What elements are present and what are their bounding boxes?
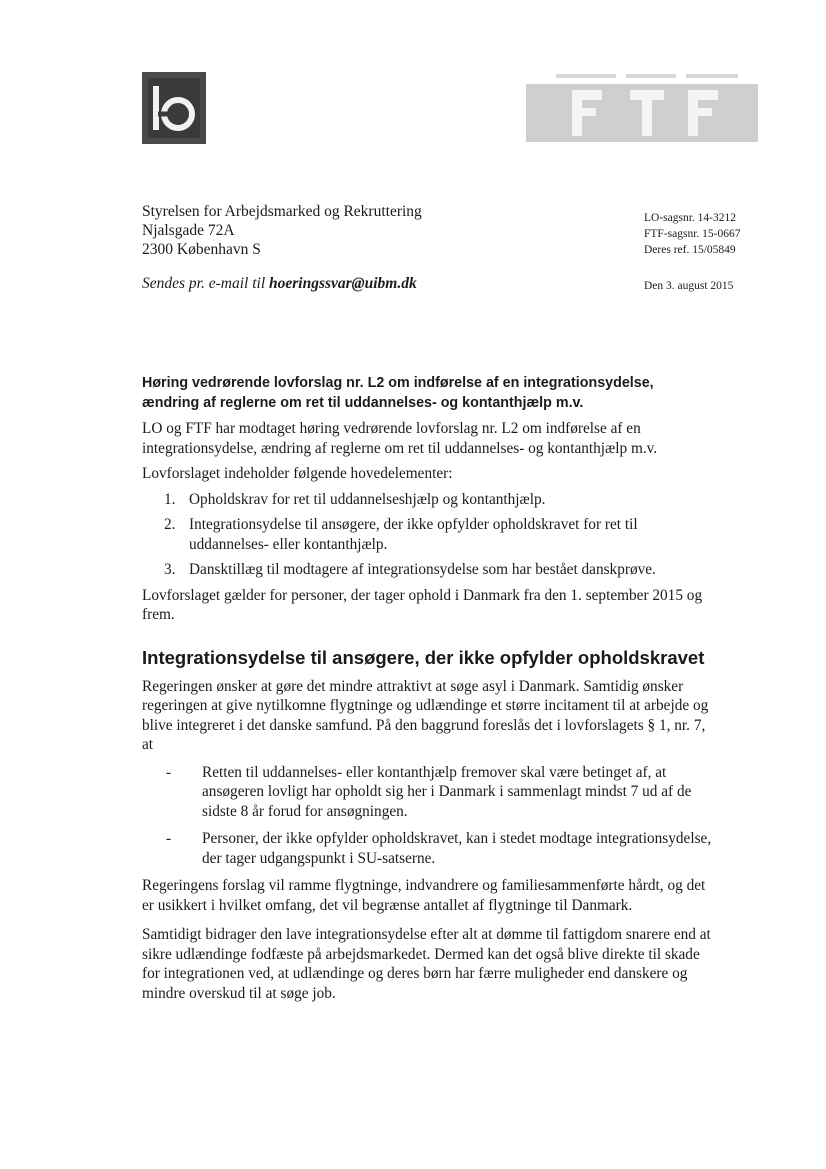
main-elements-list (142, 490, 712, 580)
their-reference: Deres ref. 15/05849 (644, 244, 736, 256)
sendes-line (142, 275, 417, 293)
impact-paragraph: Regeringens forslag vil ramme flygtninge, indvandrere og familiesammenførte hårdt, og det er usikkert i hvilket omfang, det vil begrænse antallet af flygtninge til Danmark. (142, 877, 706, 914)
letter-date: Den 3. august 2015 (644, 280, 734, 292)
bullet-dash: - (166, 830, 172, 847)
bullet-dash: - (166, 763, 172, 781)
recipient-address (142, 202, 562, 259)
lo-logo (142, 72, 206, 144)
reference-numbers (644, 210, 740, 258)
list-item (142, 560, 712, 580)
ftf-logo (526, 74, 758, 142)
list-number: 1. (164, 490, 176, 508)
intro-paragraph: LO og FTF har modtaget høring vedrørende lovforslag nr. L2 om indførelse af en integrationsydelse, ændring af reglerne om ret til uddannelses- og kontanthjælp m.v. (142, 420, 658, 457)
ftf-logo-icon (526, 74, 758, 142)
elements-intro: Lovforslaget indeholder følgende hovedelementer: (142, 465, 453, 482)
letter-body (142, 374, 712, 1013)
proposal-bullet-list (142, 763, 712, 869)
section-heading: Integrationsydelse til ansøgere, der ikke opfylder opholdskravet (142, 646, 705, 668)
recipient-name: Styrelsen for Arbejdsmarked og Rekruttering (142, 203, 422, 220)
poverty-paragraph: Samtidigt bidrager den lave integrationsydelse efter alt at dømme til fattigdom snarere end at sikre udlændinge fodfæste på arbejdsmarkedet. Dermed kan det også blive direkte til skade for integrationen ved, at udlændinge og deres børn har færre muligheder end danskere og mindre overskud til at søge job. (142, 926, 711, 1002)
list-text: Opholdskrav for ret til uddannelseshjælp og kontanthjælp. (189, 490, 546, 508)
bullet-text: Personer, der ikke opfylder opholdskravet, kan i stedet modtage integrationsydelse, der tager udgangspunkt i SU-satserne. (202, 830, 712, 867)
lo-case-number: LO-sagsnr. 14-3212 (644, 212, 736, 224)
recipient-city: 2300 København S (142, 241, 261, 258)
subject-heading: Høring vedrørende lovforslag nr. L2 om indførelse af en integrationsydelse, ændring af reglerne om ret til uddannelses- og kontanthjælp m.v. (142, 375, 654, 411)
list-item (142, 490, 712, 510)
list-number: 3. (164, 561, 176, 578)
list-text: Dansktillæg til modtagere af integrationsydelse som har bestået danskprøve. (189, 561, 656, 578)
list-text: Integrationsydelse til ansøgere, der ikke opfylder opholdskravet for ret til uddannelses- eller kontanthjælp. (189, 516, 638, 553)
bullet-text: Retten til uddannelses- eller kontanthjælp fremover skal være betinget af, at ansøgeren lovligt har opholdt sig her i Danmark i sammenlagt mindst 7 ud af de sidste 8 år forud for ansøgningen. (202, 763, 692, 820)
section-intro-paragraph: Regeringen ønsker at gøre det mindre attraktivt at søge asyl i Danmark. Samtidig ønsker regeringen at give nytilkomne flygtninge og udlændinge et større incitament til at arbejde og blive integreret i det danske samfund. På den baggrund foreslås det i lovforslagets § 1, nr. 7, at (142, 677, 709, 753)
applies-paragraph: Lovforslaget gælder for personer, der tager ophold i Danmark fra den 1. september 2015 og frem. (142, 586, 703, 623)
list-item (142, 515, 712, 554)
sendes-email[interactable]: hoeringssvar@uibm.dk (269, 275, 417, 292)
list-number: 2. (164, 516, 176, 533)
lo-logo-icon (142, 72, 206, 144)
list-item (142, 763, 712, 822)
list-item (142, 829, 712, 868)
ftf-case-number: FTF-sagsnr. 15-0667 (644, 228, 741, 240)
recipient-street: Njalsgade 72A (142, 222, 235, 239)
sendes-prefix: Sendes pr. e-mail til (142, 275, 269, 292)
